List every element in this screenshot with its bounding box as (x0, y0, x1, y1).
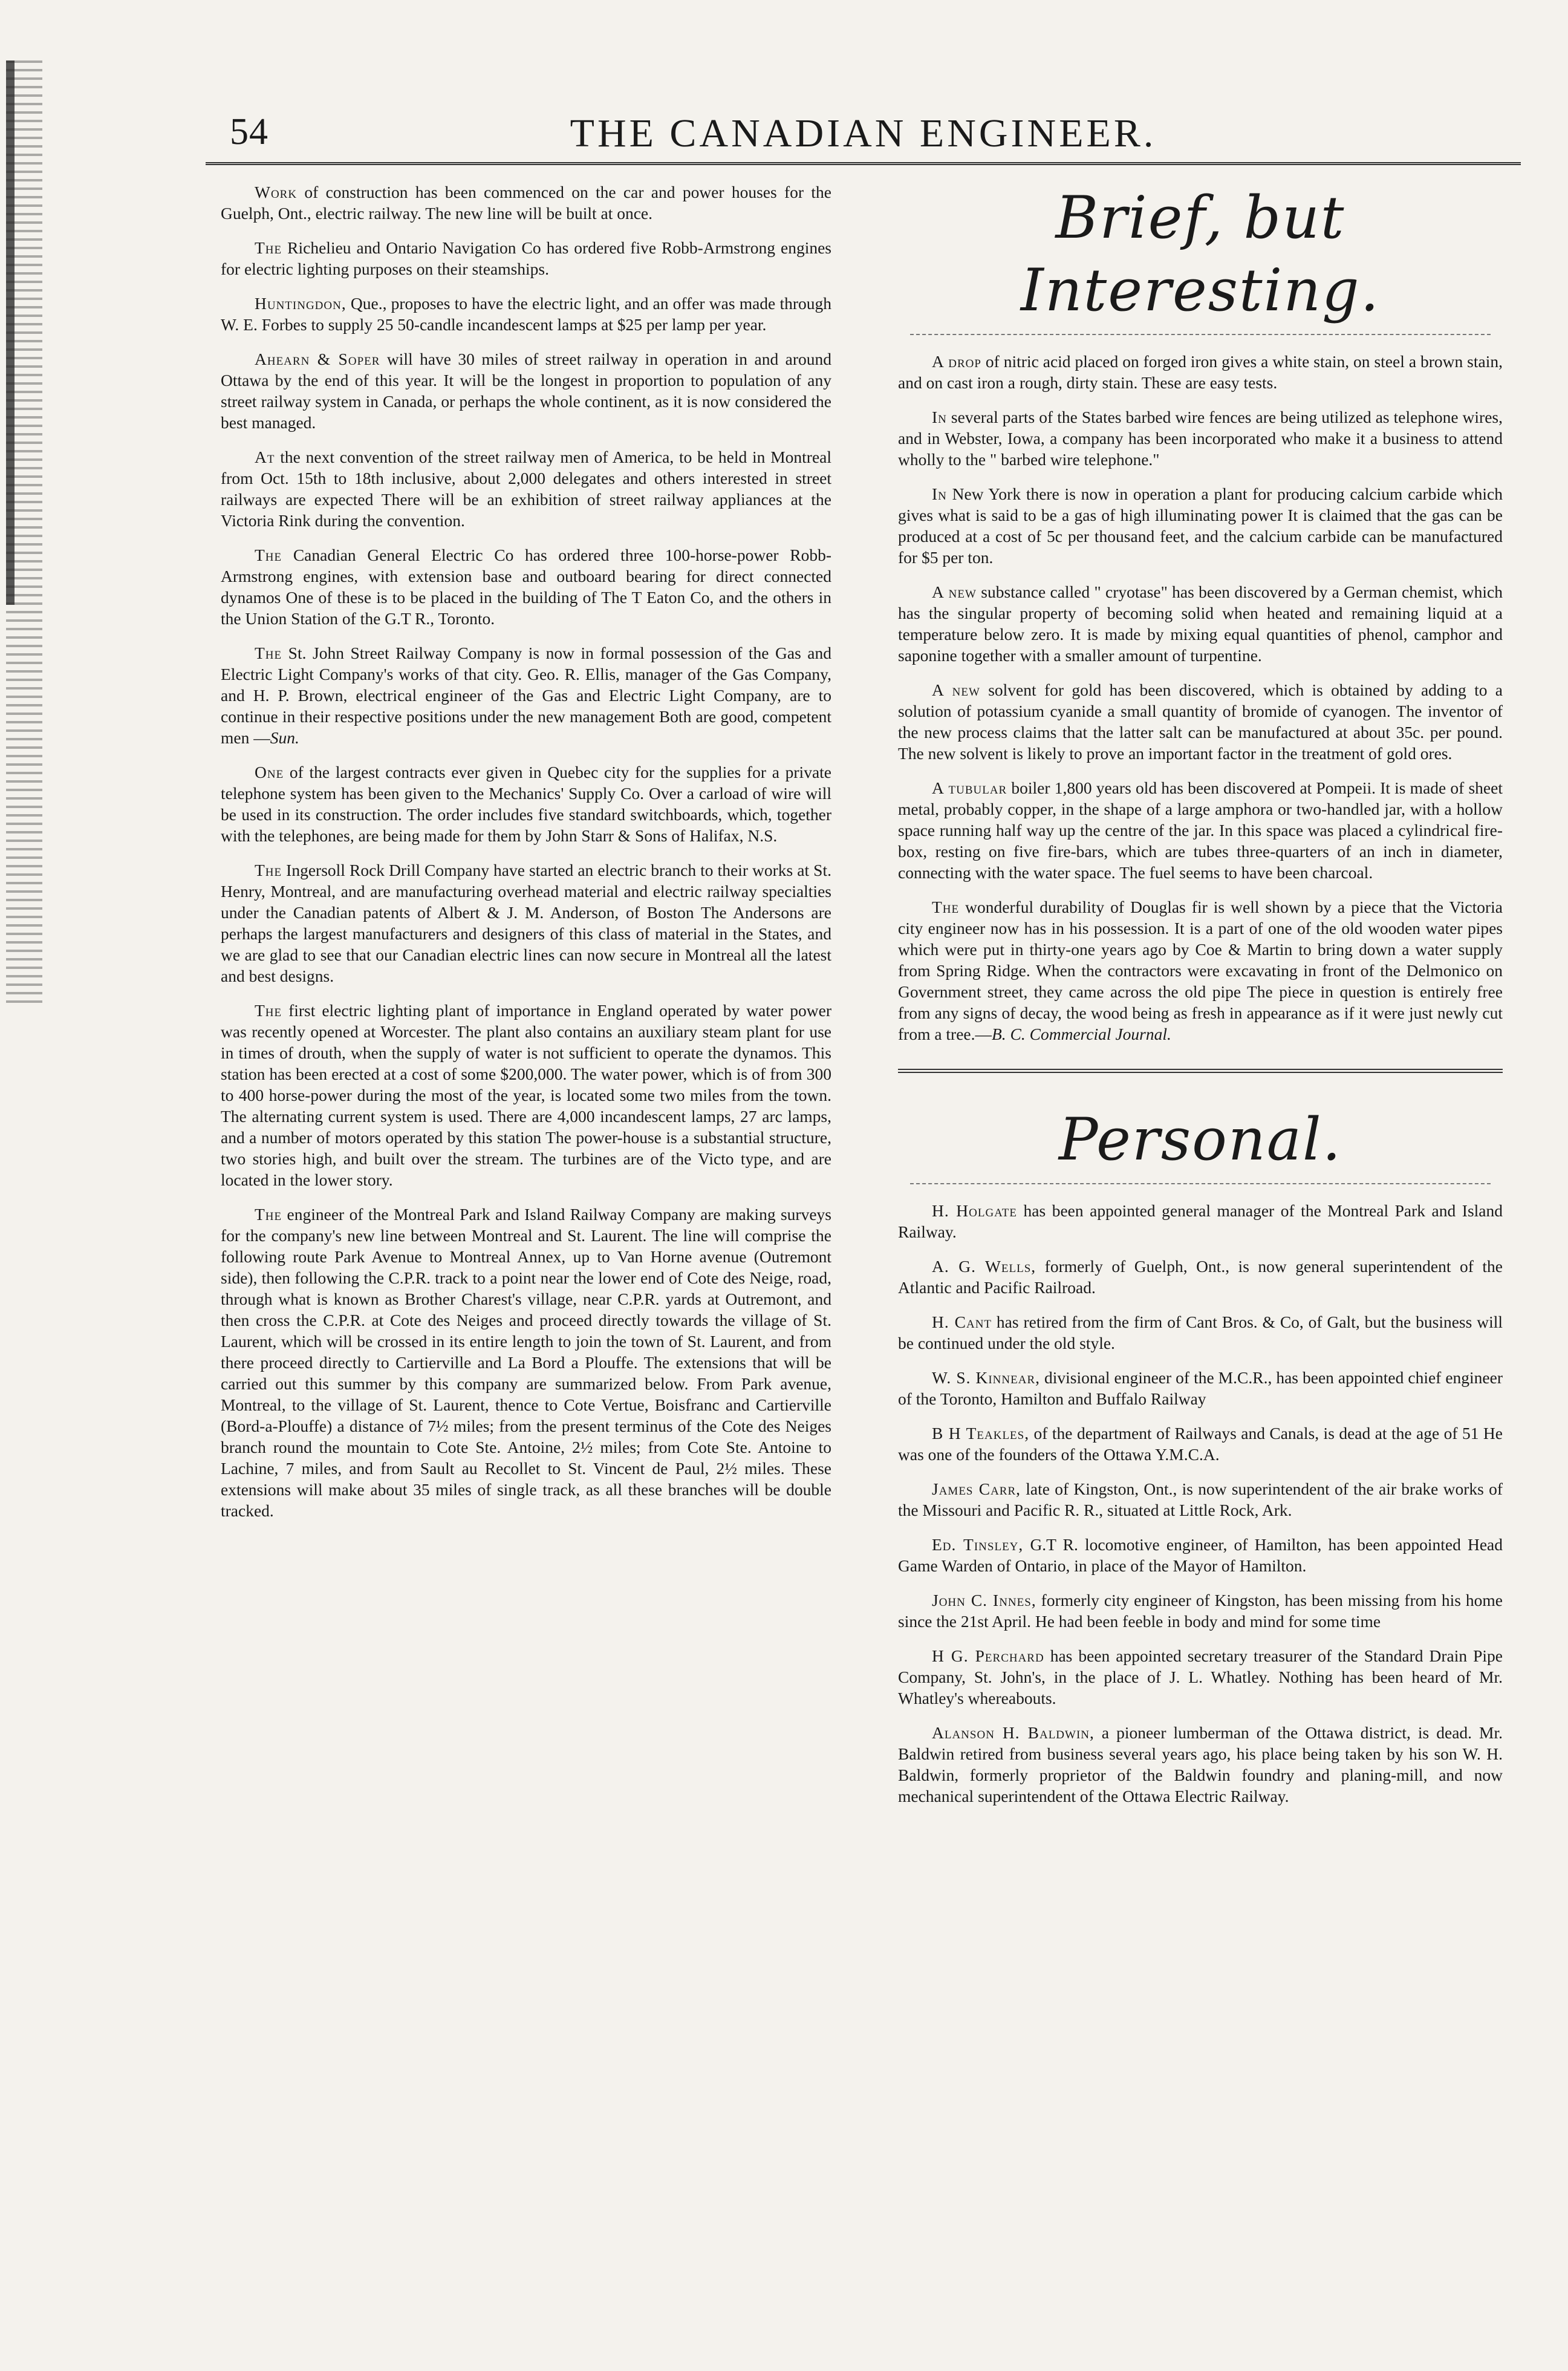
paragraph-lead: A drop (932, 352, 981, 371)
header-rule (206, 162, 1521, 165)
paragraph-text: wonderful durability of Douglas fir is well shown by a piece that the Victoria city engineer now has in his possession. It is a part of one of the old wooden water pipes which were put in thirty-one years ago by Coe & Martin to bring down a water supply from Spring Ridge. When the contractors were excavating in front of the Delmonico on Government street, they came across the old pipe The piece in question is entirely free from any signs of decay, the wood being as fresh in appearance as if it were just newly cut from a tree.— (898, 898, 1503, 1043)
paragraph-text: substance called " cryotase" has been discovered by a German chemist, which has the singular property of becoming solid when heated and remaining liquid at a temperature below zero. It is made by mixing equal quantities of phenol, camphor and saponine together with a smaller amount of turpentine. (898, 582, 1503, 665)
paragraph-lead: W. S. Kinnear, (932, 1368, 1040, 1387)
brief-rule (910, 334, 1491, 335)
paragraph-lead: In (932, 408, 947, 426)
paragraph-text: has been appointed secretary treasurer of the Standard Drain Pipe Company, St. John's, in the place of J. L. Whatley. Nothing has been heard of Mr. Whatley's whereabouts. (898, 1646, 1503, 1707)
personal-items (898, 1200, 1503, 1807)
paragraph-text: Que., proposes to have the electric light, and an offer was made through W. E. Forbes to supply 25 50-candle incandescent lamps at $25 per lamp per year. (221, 294, 831, 334)
paragraph (221, 1204, 831, 1521)
brief-heading: Brief, but Interesting. (1020, 184, 1381, 324)
paragraph-lead: A new (932, 582, 977, 601)
paragraph (221, 544, 831, 629)
personal-heading: Personal. (1058, 1106, 1342, 1173)
paragraph-lead: Work (255, 183, 298, 201)
paragraph-lead: The (255, 1205, 282, 1224)
paragraph (898, 483, 1503, 568)
paragraph (898, 1423, 1503, 1465)
paragraph (898, 581, 1503, 666)
paragraph-lead: Alanson H. Baldwin, (932, 1723, 1095, 1742)
paragraph-lead: H. Cant (932, 1313, 992, 1331)
paragraph-text: boiler 1,800 years old has been discovered at Pompeii. It is made of sheet metal, probably copper, in the shape of a large amphora or two-handled jar, with a hollow space running half way up the centre of the jar. In this space was placed a cylindrical fire-box, resting on five fire-bars, which are tubes three-quarters of an inch in diameter, connecting with the water space. The fuel seems to have been charcoal. (898, 778, 1503, 882)
paragraph-text: divisional engineer of the M.C.R., has been appointed chief engineer of the Toronto, Hamilton and Buffalo Railway (898, 1368, 1503, 1408)
paragraph (898, 1256, 1503, 1298)
paragraph-lead: One (255, 763, 284, 781)
paragraph-lead: The (255, 546, 282, 564)
paragraph-lead: Ahearn & Soper (255, 350, 380, 368)
paragraph (221, 446, 831, 531)
paragraph-lead: In (932, 484, 947, 503)
paragraph-lead: James Carr, (932, 1479, 1021, 1498)
paragraph-text: of the largest contracts ever given in Quebec city for the supplies for a private telephone system has been given to the Mechanics' Supply Co. Over a carload of wire will be used in its construction. The order includes five standard switchboards, which, together with the telephones, are being made for them by John Starr & Sons of Halifax, N.S. (221, 763, 831, 845)
publication-title: THE CANADIAN ENGINEER. (570, 111, 1157, 155)
paragraph-text: Canadian General Electric Co has ordered three 100-horse-power Robb-Armstrong engines, with extension base and outboard bearing for direct connected dynamos One of these is to be placed in the building of The T Eaton Co, and the others in the Union Station of the G.T R., Toronto. (221, 546, 831, 628)
paragraph-text: the next convention of the street railway men of America, to be held in Montreal from Oct. 15th to 18th inclusive, about 2,000 delegates and others interested in street railways are expected There will be an exhibition of street railway appliances at the Victoria Rink during the convention. (221, 448, 831, 530)
left-column (221, 181, 831, 1534)
citation: B. C. Commercial Journal. (992, 1025, 1171, 1043)
paragraph-lead: At (255, 448, 275, 466)
paragraph (221, 762, 831, 846)
paragraph-text: has been appointed general manager of the Montreal Park and Island Railway. (898, 1201, 1503, 1241)
paragraph-lead: Ed. Tinsley, (932, 1535, 1024, 1554)
paragraph-lead: A tubular (932, 778, 1007, 797)
paragraph-lead: The (255, 238, 282, 257)
page-number: 54 (230, 111, 268, 152)
paragraph (221, 1000, 831, 1190)
paragraph (221, 642, 831, 748)
paragraph-lead: A. G. Wells, (932, 1257, 1036, 1276)
paragraph (898, 1534, 1503, 1576)
scan-edge-bar (6, 60, 15, 605)
paragraph-lead: H. Holgate (932, 1201, 1017, 1220)
personal-rule (910, 1183, 1491, 1184)
paragraph-lead: The (255, 644, 282, 662)
paragraph-lead: John C. Innes, (932, 1591, 1036, 1609)
paragraph-text: has retired from the firm of Cant Bros. & Co, of Galt, but the business will be continued under the old style. (898, 1313, 1503, 1352)
paragraph (898, 1311, 1503, 1354)
paragraph (898, 1722, 1503, 1807)
paragraph (898, 1478, 1503, 1521)
paragraph-text: late of Kingston, Ont., is now superintendent of the air brake works of the Missouri and Pacific R. R., situated at Little Rock, Ark. (898, 1479, 1503, 1519)
paragraph (221, 348, 831, 433)
paragraph-lead: H G. Perchard (932, 1646, 1044, 1665)
paragraph (898, 1367, 1503, 1409)
paragraph (898, 406, 1503, 470)
paragraph-text: G.T R. locomotive engineer, of Hamilton, has been appointed Head Game Warden of Ontario, in place of the Mayor of Hamilton. (898, 1535, 1503, 1575)
paragraph (898, 1200, 1503, 1242)
brief-items (898, 351, 1503, 1045)
paragraph-text: St. John Street Railway Company is now in formal possession of the Gas and Electric Light Company's works of that city. Geo. R. Ellis, manager of the Gas Company, and H. P. Brown, electrical engineer of the Gas and Electric Light Company, are to continue in their respective positions under the new management Both are good, competent men — (221, 644, 831, 747)
paragraph-lead: Huntingdon, (255, 294, 346, 313)
paragraph (898, 896, 1503, 1045)
right-column (898, 181, 1503, 1820)
paragraph-text: formerly city engineer of Kingston, has been missing from his home since the 21st April. He had been feeble in body and mind for some time (898, 1591, 1503, 1631)
paragraph (221, 859, 831, 987)
paragraph-text: of nitric acid placed on forged iron gives a white stain, on steel a brown stain, and on cast iron a rough, dirty stain. These are easy tests. (898, 352, 1503, 392)
paragraph (898, 679, 1503, 764)
paragraph-text: New York there is now in operation a plant for producing calcium carbide which gives what is said to be a gas of high illuminating power It is claimed that the gas can be produced at a cost of 5c per thousand feet, and the calcium carbide can be manufactured for $5 per ton. (898, 484, 1503, 567)
paragraph-text: formerly of Guelph, Ont., is now general superintendent of the Atlantic and Pacific Railroad. (898, 1257, 1503, 1297)
paragraph-text: of construction has been commenced on the car and power houses for the Guelph, Ont., electric railway. The new line will be built at once. (221, 183, 831, 223)
paragraph-lead: The (255, 1001, 282, 1020)
section-separator (898, 1069, 1503, 1073)
paragraph-text: first electric lighting plant of importance in England operated by water power was recently opened at Worcester. The plant also contains an auxiliary steam plant for use in times of drouth, when the supply of water is not sufficient to operate the dynamos. This station has been erected at a cost of some $200,000. The water power, which is of from 300 to 400 horse-power during the most of the year, is located some two miles from the town. The alternating current system is used. There are 4,000 incandescent lamps, 27 arc lamps, and a number of motors operated by this station The power-house is a substantial structure, two stories high, and built over the stream. The turbines are of the Victo type, and are located in the lower story. (221, 1001, 831, 1189)
paragraph-text: will have 30 miles of street railway in operation in and around Ottawa by the end of this year. It will be the longest in proportion to population of any street railway system in Canada, or perhaps the whole continent, as it is now considered the best managed. (221, 350, 831, 432)
paragraph-lead: The (255, 861, 282, 879)
paragraph-text: solvent for gold has been discovered, which is obtained by adding to a solution of potassium cyanide a small quantity of bromide of cyanogen. The inventor of the new process claims that the latter salt can be manufactured at about 35c. per pound. The new solvent is likely to prove an important factor in the treatment of gold ores. (898, 680, 1503, 763)
paragraph (221, 181, 831, 224)
paragraph-text: engineer of the Montreal Park and Island Railway Company are making surveys for the company's new line between Montreal and St. Laurent. The line will comprise the following route Park Avenue to Montreal Annex, up to Van Horne avenue (Outremont side), then following the C.P.R. track to a point near the lower end of Cote des Neige, road, through what is known as Brother Charest's village, near C.P.R. yards at Outremont, and then cross the C.P.R. at Cote des Neiges and proceed directly towards the village of St. Laurent, which will be crossed in its entire length to join the town of St. Laurent, and from there proceed directly to Cartierville and La Bord a Plouffe. The extensions that will be carried out this summer by this company are summarized below. From Park avenue, Montreal, to the village of St. Laurent, thence to Cote Vertue, Boisfranc and Cartierville (Bord-a-Plouffe) a distance of 7½ miles; from the present terminus of the Cote des Neiges branch round the mountain to Cote Ste. Antoine, 2½ miles; from Cote Ste. Antoine to Lachine, 7 miles, and from Sault au Recollet to St. Vincent de Paul, 2½ miles. These extensions will make about 35 miles of single track, as all these branches will be double tracked. (221, 1205, 831, 1520)
paragraph-text: several parts of the States barbed wire fences are being utilized as telephone wires, and in Webster, Iowa, a company has been incorporated who make it a business to attend wholly to the " barbed wire telephone." (898, 408, 1503, 469)
paragraph (221, 237, 831, 279)
paragraph-lead: A new (932, 680, 980, 699)
paragraph-text: Richelieu and Ontario Navigation Co has ordered five Robb-Armstrong engines for electric lighting purposes on their steamships. (221, 238, 831, 278)
paragraph (898, 1590, 1503, 1632)
paragraph-text: Ingersoll Rock Drill Company have started an electric branch to their works at St. Henry, Montreal, and are manufacturing overhead material and electric railway specialties under the Canadian patents of Albert & J. M. Anderson, of Boston The Andersons are perhaps the largest manufacturers and designers of this class of material in the States, and we are glad to see that our Canadian electric lines can now secure in Montreal all the latest and best designs. (221, 861, 831, 985)
paragraph-lead: B H Teakles, (932, 1424, 1030, 1443)
paragraph-text: a pioneer lumberman of the Ottawa district, is dead. Mr. Baldwin retired from business several years ago, his place being taken by his son W. H. Baldwin, formerly proprietor of the Baldwin foundry and planing-mill, and now mechanical superintendent of the Ottawa Electric Railway. (898, 1723, 1503, 1805)
paragraph (898, 1645, 1503, 1709)
paragraph (221, 293, 831, 335)
page-header (206, 100, 1521, 160)
paragraph-lead: The (932, 898, 960, 916)
paragraph-text: of the department of Railways and Canals, is dead at the age of 51 He was one of the founders of the Ottawa Y.M.C.A. (898, 1424, 1503, 1464)
citation: Sun. (270, 728, 299, 747)
paragraph (898, 351, 1503, 393)
paragraph (898, 777, 1503, 883)
